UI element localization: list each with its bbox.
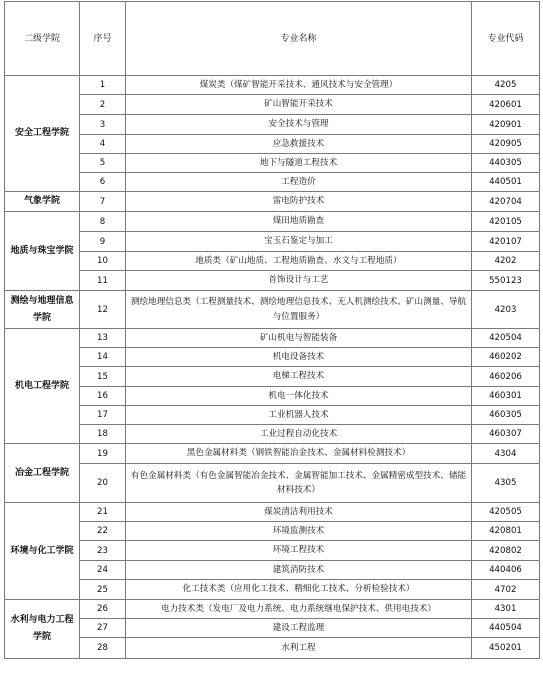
major-name-cell: 化工技术类（应用化工技术、精细化工技术、分析检验技术） bbox=[126, 580, 472, 600]
major-code-cell: 420905 bbox=[472, 135, 540, 154]
major-name-cell: 矿山智能开采技术 bbox=[126, 95, 472, 115]
number-cell: 12 bbox=[80, 291, 126, 329]
major-code-cell: 4202 bbox=[472, 252, 540, 271]
number-cell: 5 bbox=[80, 154, 126, 173]
college-cell: 安全工程学院 bbox=[5, 76, 80, 192]
major-code-cell: 4702 bbox=[472, 580, 540, 600]
table-row bbox=[5, 212, 540, 232]
major-name-cell: 煤炭清洁利用技术 bbox=[126, 503, 472, 522]
table-row bbox=[5, 425, 540, 444]
major-code-cell: 440504 bbox=[472, 619, 540, 638]
major-name-cell: 地质类（矿山地质、工程地质勘查、水文与工程地质） bbox=[126, 252, 472, 271]
number-cell: 4 bbox=[80, 135, 126, 154]
major-code-cell: 460202 bbox=[472, 348, 540, 367]
number-cell: 3 bbox=[80, 115, 126, 135]
major-name-cell: 环境监测技术 bbox=[126, 522, 472, 541]
major-name-cell: 机电一体化技术 bbox=[126, 387, 472, 406]
major-code-cell: 420505 bbox=[472, 503, 540, 522]
college-cell: 水利与电力工程学院 bbox=[5, 600, 80, 659]
major-name-cell: 工业过程自动化技术 bbox=[126, 425, 472, 444]
major-name-cell: 建筑消防技术 bbox=[126, 561, 472, 580]
number-cell: 26 bbox=[80, 600, 126, 619]
number-cell: 16 bbox=[80, 387, 126, 406]
major-code-cell: 420107 bbox=[472, 232, 540, 252]
major-name-cell: 有色金属材料类（有色金属智能冶金技术、金属智能加工技术、金属精密成型技术、储能材料技术） bbox=[126, 464, 472, 503]
number-cell: 25 bbox=[80, 580, 126, 600]
major-name-cell: 建设工程监理 bbox=[126, 619, 472, 638]
major-code-cell: 4304 bbox=[472, 444, 540, 464]
number-cell: 8 bbox=[80, 212, 126, 232]
major-code-cell: 460305 bbox=[472, 406, 540, 425]
major-name-cell: 测绘地理信息类（工程测量技术、测绘地理信息技术、无人机测绘技术、矿山测量、导航与位置服务） bbox=[126, 291, 472, 329]
major-code-cell: 420801 bbox=[472, 522, 540, 541]
major-name-cell: 煤炭类（煤矿智能开采技术、通风技术与安全管理） bbox=[126, 76, 472, 95]
major-code-cell: 4203 bbox=[472, 291, 540, 329]
major-name-cell: 环境工程技术 bbox=[126, 541, 472, 561]
table-row bbox=[5, 619, 540, 638]
header-college: 二级学院 bbox=[5, 2, 80, 76]
major-name-cell: 煤田地质勘查 bbox=[126, 212, 472, 232]
major-name-cell: 宝玉石鉴定与加工 bbox=[126, 232, 472, 252]
number-cell: 22 bbox=[80, 522, 126, 541]
table-row bbox=[5, 192, 540, 212]
major-code-cell: 420901 bbox=[472, 115, 540, 135]
table-row bbox=[5, 580, 540, 600]
major-code-cell: 440305 bbox=[472, 154, 540, 173]
major-name-cell: 机电设备技术 bbox=[126, 348, 472, 367]
number-cell: 13 bbox=[80, 329, 126, 348]
number-cell: 11 bbox=[80, 271, 126, 291]
header-major-code: 专业代码 bbox=[472, 2, 540, 76]
number-cell: 1 bbox=[80, 76, 126, 95]
major-name-cell: 水利工程 bbox=[126, 638, 472, 659]
number-cell: 17 bbox=[80, 406, 126, 425]
table-row bbox=[5, 406, 540, 425]
number-cell: 24 bbox=[80, 561, 126, 580]
table-row bbox=[5, 115, 540, 135]
number-cell: 23 bbox=[80, 541, 126, 561]
number-cell: 20 bbox=[80, 464, 126, 503]
major-name-cell: 电力技术类（发电厂及电力系统、电力系统继电保护技术、供用电技术） bbox=[126, 600, 472, 619]
table-row bbox=[5, 522, 540, 541]
table-row bbox=[5, 541, 540, 561]
table-row bbox=[5, 252, 540, 271]
table-row bbox=[5, 348, 540, 367]
table-row bbox=[5, 329, 540, 348]
major-code-cell: 450201 bbox=[472, 638, 540, 659]
table-row bbox=[5, 95, 540, 115]
table-row bbox=[5, 503, 540, 522]
header-number: 序号 bbox=[80, 2, 126, 76]
table-row bbox=[5, 561, 540, 580]
table-row bbox=[5, 638, 540, 659]
major-name-cell: 工程造价 bbox=[126, 173, 472, 192]
major-code-cell: 4205 bbox=[472, 76, 540, 95]
major-code-cell: 440501 bbox=[472, 173, 540, 192]
number-cell: 18 bbox=[80, 425, 126, 444]
major-name-cell: 地下与隧道工程技术 bbox=[126, 154, 472, 173]
table-row bbox=[5, 291, 540, 329]
major-name-cell: 安全技术与管理 bbox=[126, 115, 472, 135]
table-row bbox=[5, 387, 540, 406]
table-row bbox=[5, 271, 540, 291]
major-code-cell: 460301 bbox=[472, 387, 540, 406]
table-row bbox=[5, 173, 540, 192]
major-name-cell: 应急救援技术 bbox=[126, 135, 472, 154]
major-code-cell: 420105 bbox=[472, 212, 540, 232]
major-code-cell: 4301 bbox=[472, 600, 540, 619]
college-cell: 冶金工程学院 bbox=[5, 444, 80, 503]
header-major-name: 专业名称 bbox=[126, 2, 472, 76]
header-row bbox=[5, 2, 540, 76]
major-code-cell: 460206 bbox=[472, 367, 540, 387]
major-name-cell: 矿山机电与智能装备 bbox=[126, 329, 472, 348]
college-cell: 地质与珠宝学院 bbox=[5, 212, 80, 291]
number-cell: 21 bbox=[80, 503, 126, 522]
table-row bbox=[5, 464, 540, 503]
table-row bbox=[5, 135, 540, 154]
table-row bbox=[5, 367, 540, 387]
number-cell: 28 bbox=[80, 638, 126, 659]
table-row bbox=[5, 600, 540, 619]
table-row bbox=[5, 444, 540, 464]
college-cell: 机电工程学院 bbox=[5, 329, 80, 444]
table-body bbox=[5, 76, 540, 659]
number-cell: 15 bbox=[80, 367, 126, 387]
number-cell: 9 bbox=[80, 232, 126, 252]
number-cell: 6 bbox=[80, 173, 126, 192]
major-code-cell: 440406 bbox=[472, 561, 540, 580]
major-name-cell: 黑色金属材料类（钢铁智能冶金技术、金属材料检测技术） bbox=[126, 444, 472, 464]
table-row bbox=[5, 76, 540, 95]
number-cell: 10 bbox=[80, 252, 126, 271]
major-code-cell: 460307 bbox=[472, 425, 540, 444]
major-code-cell: 420504 bbox=[472, 329, 540, 348]
number-cell: 2 bbox=[80, 95, 126, 115]
table-row bbox=[5, 232, 540, 252]
major-code-cell: 420704 bbox=[472, 192, 540, 212]
major-name-cell: 工业机器人技术 bbox=[126, 406, 472, 425]
major-name-cell: 雷电防护技术 bbox=[126, 192, 472, 212]
table-row bbox=[5, 154, 540, 173]
majors-table bbox=[4, 1, 540, 659]
college-cell: 测绘与地理信息学院 bbox=[5, 291, 80, 329]
number-cell: 27 bbox=[80, 619, 126, 638]
major-code-cell: 4305 bbox=[472, 464, 540, 503]
major-name-cell: 电梯工程技术 bbox=[126, 367, 472, 387]
major-code-cell: 550123 bbox=[472, 271, 540, 291]
number-cell: 7 bbox=[80, 192, 126, 212]
major-code-cell: 420601 bbox=[472, 95, 540, 115]
major-code-cell: 420802 bbox=[472, 541, 540, 561]
major-name-cell: 首饰设计与工艺 bbox=[126, 271, 472, 291]
college-cell: 环境与化工学院 bbox=[5, 503, 80, 600]
number-cell: 19 bbox=[80, 444, 126, 464]
number-cell: 14 bbox=[80, 348, 126, 367]
college-cell: 气象学院 bbox=[5, 192, 80, 212]
